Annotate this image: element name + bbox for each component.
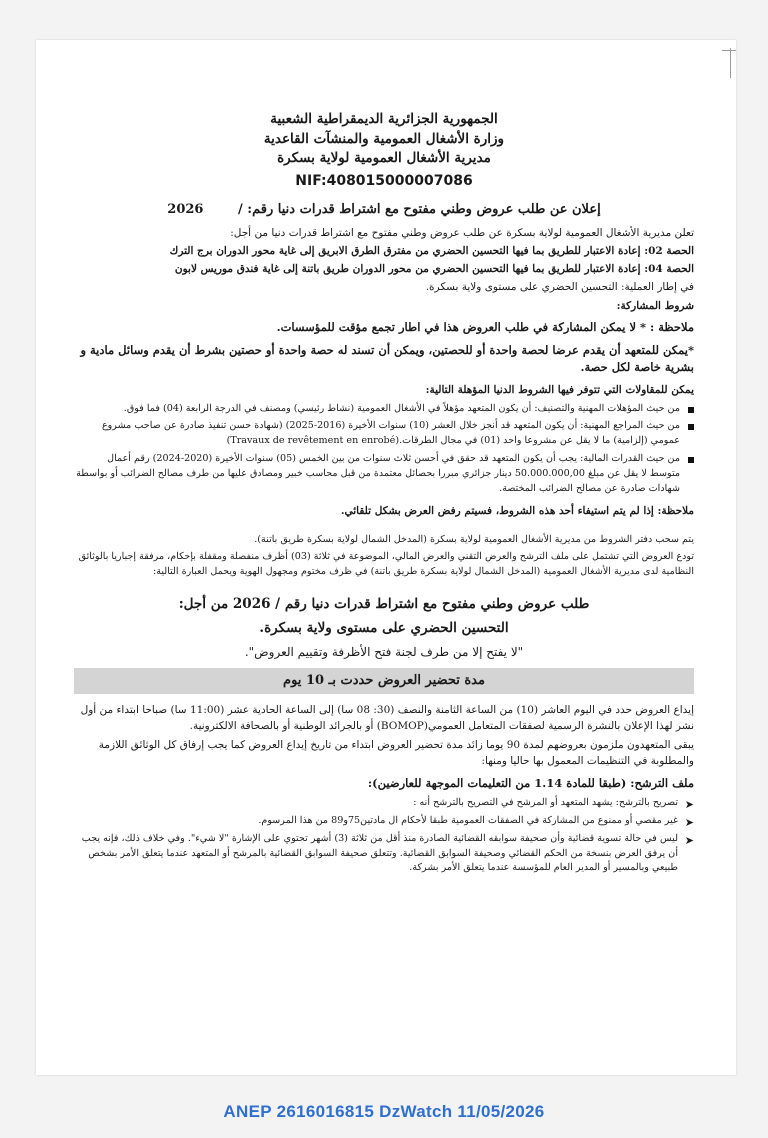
arrow-bullet-icon: ➤: [684, 833, 694, 847]
note-rejection: ملاحظة: إذا لم يتم استيفاء أحد هذه الشروط، فسيتم رفض العرض بشكل تلقائي.: [340, 504, 694, 517]
announcement-year: 2026: [167, 202, 204, 218]
envelope-quote: "لا يفتح إلا من طرف لجنة فتح الأظرفة وتقييم العروض".: [244, 645, 524, 660]
announcement-title-text: إعلان عن طلب عروض وطني مفتوح مع اشتراط قدرات دنيا رقم: /: [238, 202, 601, 218]
deadline-banner: مدة تحضير العروض حددت بـ 10 يوم: [74, 668, 694, 694]
scan-mark: [730, 48, 731, 78]
bullet-square-icon: [688, 457, 694, 463]
nif-number: NIF:408015000007086: [295, 172, 473, 189]
envelope-title: طلب عروض وطني مفتوح مع اشتراط قدرات دنيا رقم / 2026 من أجل:: [178, 595, 590, 612]
conditions-title: شروط المشاركة:: [616, 299, 694, 312]
publication-reference: ANEP 2616016815 DzWatch 11/05/2026: [223, 1102, 545, 1121]
envelope-subject: التحسين الحضري على مستوى ولاية بسكرة.: [259, 620, 509, 637]
bullet-square-icon: [688, 407, 694, 413]
lot-02: الحصة 02: إعادة الاعتبار للطريق بما فيها التحسين الحضري من مفترق الطرق الابريق إلى غاية محور الدوران برج الترك: [169, 244, 694, 257]
arrow-bullet-icon: ➤: [684, 815, 694, 829]
criterion-financial-text: من حيث القدرات المالية: يجب أن يكون المتعهد قد حقق في أحسن ثلاث سنوات من بين الخمس (05) سنوات الأخيرة (2020-2024) رقم أعمال متوسط لا يقل عن مبلغ 50.000.000,00 دينار جزائري مبررا بحصائل معتمدة من قبل محاسب خبير ومصادق عليها من طرف مصالح الضرائب أو بواسطة شهادات صادرة عن مصالح الضرائب المختصة.: [76, 453, 680, 494]
arrow-bullet-icon: ➤: [684, 798, 694, 811]
criterion-qualification-text: من حيث المؤهلات المهنية والتصنيف: أن يكون المتعهد مؤهلاً في الأشغال العمومية (نشاط رئيسي) ومصنف في الدرجة الرابعة (04) فما فوق.: [123, 402, 680, 414]
withdraw-paragraph: يتم سحب دفتر الشروط من مديرية الأشغال العمومية لولاية بسكرة (المدخل الشمال لولاية بسكرة طريق باتنة).: [254, 533, 694, 545]
intro-paragraph: تعلن مديرية الأشغال العمومية لولاية بسكرة عن طلب عروض وطني مفتوح مع اشتراط قدرات دنيا من أجل:: [230, 226, 694, 239]
candidacy-file-title: ملف الترشح: (طبقا للمادة 1.14 من التعليمات الموجهة للعارضين):: [367, 776, 694, 791]
note-lots: *يمكن للمتعهد أن يقدم عرضا لحصة واحدة أو للحصتين، ويمكن أن تسند له حصة واحدة أو حصتين بشرط أن يقدم وسائل مادية و بشرية خاصة لكل حصة.: [80, 342, 694, 375]
criterion-references-text: من حيث المراجع المهنية: أن يكون المتعهد قد أنجز خلال العشر (10) سنوات الأخيرة (2016-2025) (شهادة حسن تنفيذ صادرة عن صاحب مشروع عمومي (إلزامية) ما لا يقل عن مشروعا واحد (01) في مجال الطرقات.(Travaux de revêtement en enrobé): [101, 420, 680, 447]
scan-mark: [722, 50, 736, 51]
file-item-exclusion: [74, 814, 694, 829]
file-item-declaration-text: تصريح بالترشح: يشهد المتعهد أو المرشح في التصريح بالترشح أنه :: [413, 797, 678, 808]
file-item-judicial-text: ليس في حالة تسوية قضائية وأن صحيفة سوابقه القضائية الصادرة منذ أقل من ثلاثة (3) أشهر تحتوي على الإشارة "لا شيء". وفي خلاف ذلك، فإنه يجب أن يرفق العرض بنسخة من الحكم القضائي وصحيفة السوابق القضائية. وتتعلق صحيفة السوابق القضائية بالمرشح أو المتعهد عندما يتعلق الأمر بشخص طبيعي وبالمسير أو المدير العام للمؤسسة عندما يتعلق الأمر بشركة.: [81, 832, 678, 874]
deposit-paragraph: تودع العروض التي تشتمل على ملف الترشح والعرض التقني والعرض المالي، الموضوعة في ثلاثة (03) أظرف منفصلة ومقفلة بإحكام، مرفقة إجباريا بالوثائق النظامية لدى مديرية الأشغال العمومية (المدخل الشمال لولاية بسكرة طريق باتنة) في ظرف مختوم ومجهول الهوية ويحمل العبارة التالية:: [78, 550, 694, 577]
criterion-references: [74, 419, 694, 449]
deadline-paragraph: إيداع العروض حدد في اليوم العاشر (10) من الساعة الثامنة والنصف (30: 08 سا) إلى الساعة الحادية عشر (11:00 سا) صباحا ابتداء من أول نشر لهذا الإعلان بالنشرة الرسمية لصفقات المتعامل العمومي(BOMOP) أو بالجرائد الوطنية أو بالصحافة الالكترونية.: [80, 704, 694, 733]
republic-line: الجمهورية الجزائرية الديمقراطية الشعبية: [270, 111, 498, 127]
document-page: [36, 40, 736, 1075]
note-grouping: ملاحظة : * لا يمكن المشاركة في طلب العروض هذا في اطار تجمع مؤقت للمؤسسات.: [276, 319, 694, 334]
file-item-declaration: [74, 796, 694, 811]
lot-04: الحصة 04: إعادة الاعتبار للطريق بما فيها التحسين الحضري من محور الدوران طريق باتنة إلى غاية فندق موريس لابون: [174, 263, 694, 276]
ministry-line: وزارة الأشغال العمومية والمنشآت القاعدية: [263, 130, 505, 147]
validity-paragraph: يبقى المتعهدون ملزمون بعروضهم لمدة 90 يوما زائد مدة تحضير العروض ابتداء من تاريخ إيداع العروض كما يجب إرفاق كل الوثائق اللازمة والمطلوبة في التنظيمات المعمول بها حاليا ومنها:: [98, 738, 694, 767]
file-item-judicial: [74, 832, 694, 877]
bullet-square-icon: [688, 424, 694, 430]
announcement-title: [74, 200, 694, 220]
eligibility-title: يمكن للمقاولات التي تتوفر فيها الشروط الدنيا المؤهلة التالية:: [425, 384, 694, 397]
announcement-body: [74, 110, 694, 879]
operation-line: في إطار العملية: التحسين الحضري على مستوى ولاية بسكرة.: [425, 281, 694, 294]
criterion-financial: [74, 452, 694, 497]
directorate-line: مديرية الأشغال العمومية لولاية بسكرة: [277, 150, 491, 167]
criterion-qualification: [74, 402, 694, 417]
file-item-exclusion-text: غير مقصي أو ممنوع من المشاركة في الصفقات العمومية طبقا لأحكام ال مادتين75و89 من هذا المرسوم.: [258, 814, 678, 826]
